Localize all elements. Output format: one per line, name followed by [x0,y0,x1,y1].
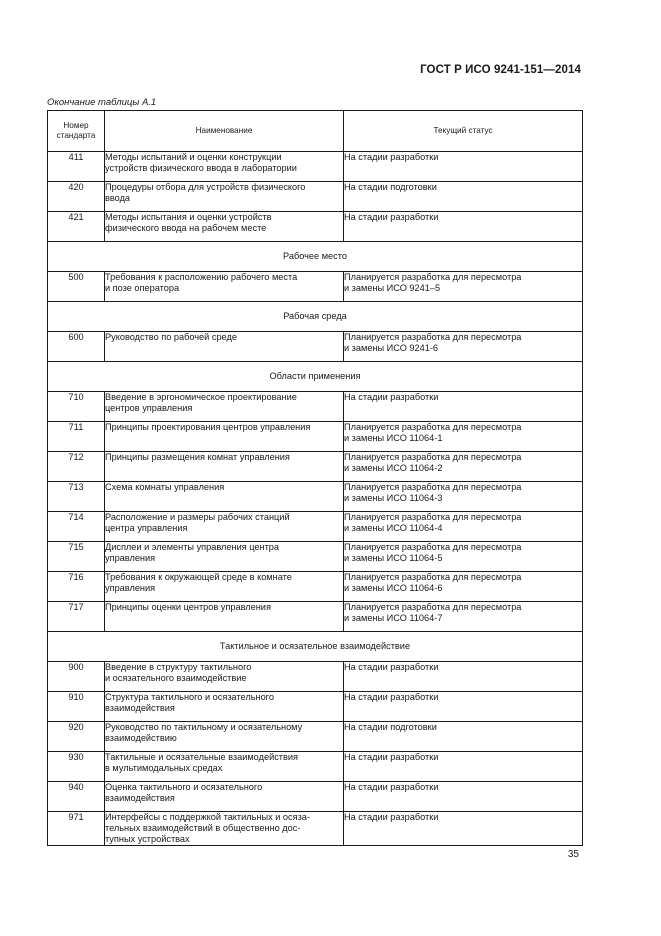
table-row [48,512,583,542]
column-header-number: Номер стандарта [48,111,105,152]
standard-status-cell: На стадии разработки [344,752,583,782]
standard-status-cell: На стадии разработки [344,662,583,692]
table-row [48,212,583,242]
standard-name-cell: Принципы проектирования центров управления [105,422,344,452]
standard-number-cell: 712 [48,452,105,482]
standard-number-cell: 910 [48,692,105,722]
page-number: 35 [567,849,579,860]
standard-name-cell: Введение в структуру тактильного и осязательного взаимодействие [105,662,344,692]
table-row [48,332,583,362]
standard-status-cell: Планируется разработка для пересмотра и замены ИСО 11064-7 [344,602,583,632]
standard-number-cell: 711 [48,422,105,452]
standard-status-cell: На стадии разработки [344,812,583,846]
table-row [48,452,583,482]
standard-number-cell: 971 [48,812,105,846]
table-caption: Окончание таблицы А.1 [47,97,157,108]
standard-name-cell: Оценка тактильного и осязательного взаимодействия [105,782,344,812]
table-header-row [48,111,583,152]
standard-name-cell: Введение в эргономическое проектирование центров управления [105,392,344,422]
standard-number-cell: 717 [48,602,105,632]
standard-status-cell: На стадии подготовки [344,182,583,212]
standard-status-cell: На стадии разработки [344,692,583,722]
standard-number-cell: 710 [48,392,105,422]
standard-status-cell: Планируется разработка для пересмотра и замены ИСО 11064-4 [344,512,583,542]
standard-status-cell: На стадии разработки [344,212,583,242]
standard-status-cell: Планируется разработка для пересмотра и замены ИСО 11064-6 [344,572,583,602]
table-body [48,152,583,846]
standard-number-cell: 715 [48,542,105,572]
section-row [48,302,583,332]
standard-number-cell: 421 [48,212,105,242]
column-header-name: Наименование [105,111,344,152]
table-row [48,182,583,212]
table-row [48,602,583,632]
table-row [48,482,583,512]
table-row [48,782,583,812]
section-title: Рабочее место [48,242,583,272]
section-title: Области применения [48,362,583,392]
standard-name-cell: Принципы размещения комнат управления [105,452,344,482]
standard-number-cell: 920 [48,722,105,752]
standard-status-cell: На стадии разработки [344,152,583,182]
standard-name-cell: Руководство по рабочей среде [105,332,344,362]
standard-status-cell: На стадии разработки [344,392,583,422]
standard-name-cell: Методы испытания и оценки устройств физического ввода на рабочем месте [105,212,344,242]
standard-name-cell: Методы испытаний и оценки конструкции устройств физического ввода в лаборатории [105,152,344,182]
standards-table [47,110,583,846]
standard-number-cell: 420 [48,182,105,212]
standard-status-cell: Планируется разработка для пересмотра и замены ИСО 9241–5 [344,272,583,302]
standard-status-cell: Планируется разработка для пересмотра и замены ИСО 9241-6 [344,332,583,362]
standard-status-cell: Планируется разработка для пересмотра и замены ИСО 11064-1 [344,422,583,452]
table-row [48,152,583,182]
table-row [48,692,583,722]
table-row [48,422,583,452]
table-row [48,392,583,422]
standard-number-cell: 716 [48,572,105,602]
standard-name-cell: Интерфейсы с поддержкой тактильных и осяза- тельных взаимодействий в общественно дос- тупных устройствах [105,812,344,846]
table-row [48,812,583,846]
section-row [48,242,583,272]
standard-name-cell: Схема комнаты управления [105,482,344,512]
standard-status-cell: Планируется разработка для пересмотра и замены ИСО 11064-5 [344,542,583,572]
section-title: Тактильное и осязательное взаимодействие [48,632,583,662]
section-title: Рабочая среда [48,302,583,332]
standard-name-cell: Расположение и размеры рабочих станций центра управления [105,512,344,542]
section-row [48,362,583,392]
standard-name-cell: Руководство по тактильному и осязательному взаимодействию [105,722,344,752]
standard-name-cell: Процедуры отбора для устройств физического ввода [105,182,344,212]
table-row [48,542,583,572]
standard-number-cell: 411 [48,152,105,182]
standard-number-cell: 714 [48,512,105,542]
table-row [48,662,583,692]
standard-name-cell: Дисплеи и элементы управления центра управления [105,542,344,572]
document-header: ГОСТ Р ИСО 9241-151—2014 [420,64,581,76]
section-row [48,632,583,662]
table-row [48,752,583,782]
standard-number-cell: 713 [48,482,105,512]
table-row [48,272,583,302]
standard-status-cell: Планируется разработка для пересмотра и замены ИСО 11064-3 [344,482,583,512]
standard-name-cell: Структура тактильного и осязательного взаимодействия [105,692,344,722]
standard-number-cell: 500 [48,272,105,302]
standard-status-cell: Планируется разработка для пересмотра и замены ИСО 11064-2 [344,452,583,482]
table-row [48,722,583,752]
standard-status-cell: На стадии разработки [344,782,583,812]
standard-name-cell: Требования к расположению рабочего места и позе оператора [105,272,344,302]
table-row [48,572,583,602]
standard-number-cell: 940 [48,782,105,812]
column-header-status: Текущий статус [344,111,583,152]
standard-status-cell: На стадии подготовки [344,722,583,752]
standard-name-cell: Тактильные и осязательные взаимодействия в мультимодальных средах [105,752,344,782]
standard-number-cell: 900 [48,662,105,692]
standard-name-cell: Требования к окружающей среде в комнате управления [105,572,344,602]
standard-number-cell: 600 [48,332,105,362]
standard-number-cell: 930 [48,752,105,782]
standard-name-cell: Принципы оценки центров управления [105,602,344,632]
